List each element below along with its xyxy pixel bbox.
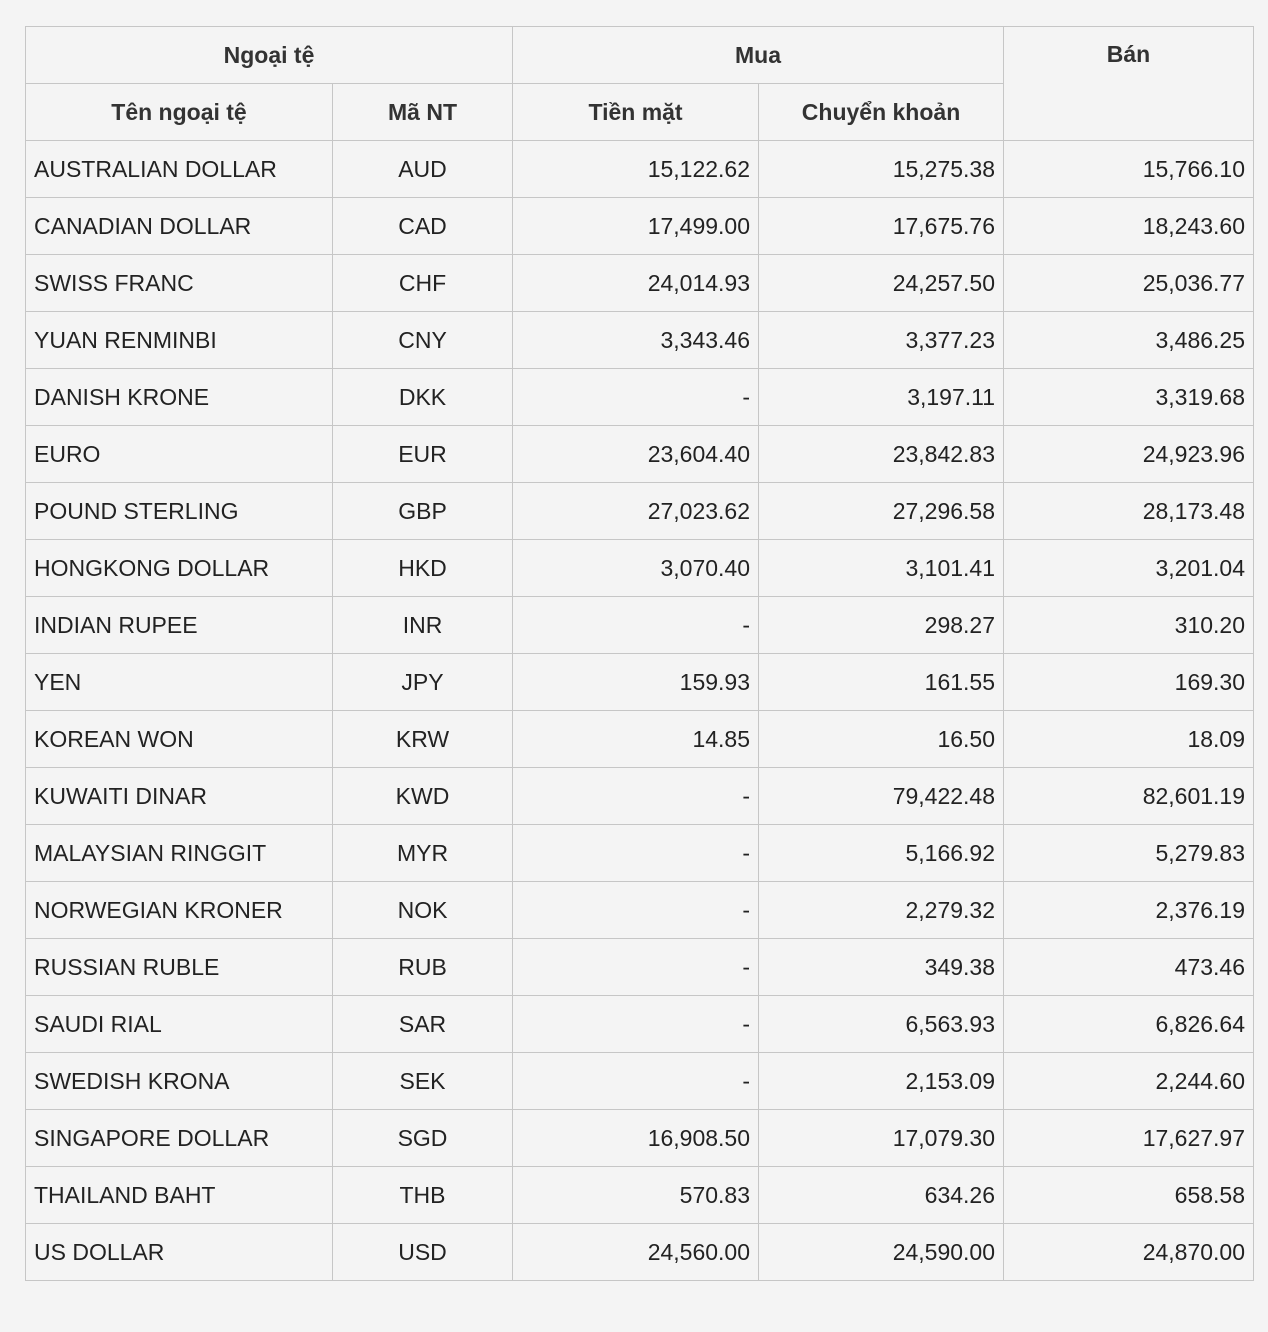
table-row — [26, 1053, 1254, 1110]
cash-buy-rate-cell: 24,014.93 — [513, 255, 759, 312]
table-row — [26, 255, 1254, 312]
currency-name-cell: SWEDISH KRONA — [26, 1053, 333, 1110]
currency-name-cell: YEN — [26, 654, 333, 711]
transfer-buy-rate-cell: 16.50 — [759, 711, 1004, 768]
sell-rate-cell: 18.09 — [1004, 711, 1254, 768]
currency-code-cell: KWD — [333, 768, 513, 825]
cash-buy-rate-cell: 23,604.40 — [513, 426, 759, 483]
table-row — [26, 939, 1254, 996]
table-row — [26, 597, 1254, 654]
cash-buy-rate-cell: - — [513, 597, 759, 654]
table-row — [26, 882, 1254, 939]
currency-name-cell: THAILAND BAHT — [26, 1167, 333, 1224]
cash-buy-rate-cell: 16,908.50 — [513, 1110, 759, 1167]
cash-buy-rate-cell: 24,560.00 — [513, 1224, 759, 1281]
cash-buy-rate-cell: - — [513, 369, 759, 426]
cash-buy-rate-cell: - — [513, 996, 759, 1053]
header-row-group — [26, 27, 1254, 84]
currency-name-cell: INDIAN RUPEE — [26, 597, 333, 654]
currency-code-cell: THB — [333, 1167, 513, 1224]
transfer-buy-rate-cell: 5,166.92 — [759, 825, 1004, 882]
cash-buy-rate-cell: 15,122.62 — [513, 141, 759, 198]
transfer-buy-rate-cell: 24,590.00 — [759, 1224, 1004, 1281]
exchange-rate-table-container — [25, 26, 1253, 1281]
currency-name-cell: DANISH KRONE — [26, 369, 333, 426]
table-row — [26, 1224, 1254, 1281]
currency-name-cell: CANADIAN DOLLAR — [26, 198, 333, 255]
transfer-buy-rate-cell: 349.38 — [759, 939, 1004, 996]
currency-name-cell: KUWAITI DINAR — [26, 768, 333, 825]
currency-code-cell: JPY — [333, 654, 513, 711]
cash-buy-rate-cell: - — [513, 825, 759, 882]
currency-code-cell: SAR — [333, 996, 513, 1053]
transfer-buy-rate-cell: 298.27 — [759, 597, 1004, 654]
sell-rate-cell: 6,826.64 — [1004, 996, 1254, 1053]
currency-name-cell: SWISS FRANC — [26, 255, 333, 312]
cash-buy-rate-cell: - — [513, 768, 759, 825]
cash-buy-rate-cell: - — [513, 882, 759, 939]
sell-rate-cell: 169.30 — [1004, 654, 1254, 711]
currency-code-cell: HKD — [333, 540, 513, 597]
sell-rate-cell: 18,243.60 — [1004, 198, 1254, 255]
transfer-buy-rate-cell: 6,563.93 — [759, 996, 1004, 1053]
currency-code-cell: SGD — [333, 1110, 513, 1167]
currency-name-cell: AUSTRALIAN DOLLAR — [26, 141, 333, 198]
table-row — [26, 426, 1254, 483]
sell-rate-cell: 658.58 — [1004, 1167, 1254, 1224]
transfer-buy-rate-cell: 23,842.83 — [759, 426, 1004, 483]
table-row — [26, 1167, 1254, 1224]
currency-name-cell: POUND STERLING — [26, 483, 333, 540]
currency-code-cell: INR — [333, 597, 513, 654]
transfer-buy-rate-cell: 2,279.32 — [759, 882, 1004, 939]
currency-name-cell: SINGAPORE DOLLAR — [26, 1110, 333, 1167]
table-row — [26, 1110, 1254, 1167]
currency-name-cell: NORWEGIAN KRONER — [26, 882, 333, 939]
cash-buy-rate-cell: 17,499.00 — [513, 198, 759, 255]
transfer-buy-rate-cell: 79,422.48 — [759, 768, 1004, 825]
currency-code-cell: SEK — [333, 1053, 513, 1110]
table-row — [26, 540, 1254, 597]
sell-rate-cell: 473.46 — [1004, 939, 1254, 996]
sell-rate-cell: 25,036.77 — [1004, 255, 1254, 312]
cash-buy-rate-cell: 27,023.62 — [513, 483, 759, 540]
table-row — [26, 996, 1254, 1053]
cash-buy-rate-cell: 3,070.40 — [513, 540, 759, 597]
transfer-buy-rate-cell: 3,101.41 — [759, 540, 1004, 597]
sell-rate-cell: 2,244.60 — [1004, 1053, 1254, 1110]
transfer-buy-rate-cell: 3,197.11 — [759, 369, 1004, 426]
currency-code-cell: CAD — [333, 198, 513, 255]
transfer-buy-rate-cell: 17,079.30 — [759, 1110, 1004, 1167]
sell-rate-cell: 3,201.04 — [1004, 540, 1254, 597]
header-currency-name: Tên ngoại tệ — [26, 84, 333, 141]
cash-buy-rate-cell: 14.85 — [513, 711, 759, 768]
currency-name-cell: KOREAN WON — [26, 711, 333, 768]
currency-code-cell: CNY — [333, 312, 513, 369]
transfer-buy-rate-cell: 2,153.09 — [759, 1053, 1004, 1110]
header-currency-group: Ngoại tệ — [26, 27, 513, 84]
currency-code-cell: DKK — [333, 369, 513, 426]
sell-rate-cell: 2,376.19 — [1004, 882, 1254, 939]
cash-buy-rate-cell: - — [513, 1053, 759, 1110]
transfer-buy-rate-cell: 24,257.50 — [759, 255, 1004, 312]
table-row — [26, 198, 1254, 255]
currency-name-cell: YUAN RENMINBI — [26, 312, 333, 369]
currency-name-cell: SAUDI RIAL — [26, 996, 333, 1053]
currency-code-cell: EUR — [333, 426, 513, 483]
transfer-buy-rate-cell: 17,675.76 — [759, 198, 1004, 255]
sell-rate-cell: 24,923.96 — [1004, 426, 1254, 483]
currency-name-cell: EURO — [26, 426, 333, 483]
table-row — [26, 312, 1254, 369]
currency-code-cell: GBP — [333, 483, 513, 540]
currency-code-cell: AUD — [333, 141, 513, 198]
transfer-buy-rate-cell: 27,296.58 — [759, 483, 1004, 540]
cash-buy-rate-cell: 570.83 — [513, 1167, 759, 1224]
cash-buy-rate-cell: 159.93 — [513, 654, 759, 711]
header-buy-group: Mua — [513, 27, 1004, 84]
table-body — [26, 141, 1254, 1281]
cash-buy-rate-cell: 3,343.46 — [513, 312, 759, 369]
header-sell: Bán — [1004, 27, 1254, 141]
table-row — [26, 483, 1254, 540]
table-row — [26, 141, 1254, 198]
header-cash: Tiền mặt — [513, 84, 759, 141]
transfer-buy-rate-cell: 634.26 — [759, 1167, 1004, 1224]
currency-code-cell: RUB — [333, 939, 513, 996]
currency-code-cell: USD — [333, 1224, 513, 1281]
sell-rate-cell: 5,279.83 — [1004, 825, 1254, 882]
cash-buy-rate-cell: - — [513, 939, 759, 996]
header-transfer: Chuyển khoản — [759, 84, 1004, 141]
currency-code-cell: NOK — [333, 882, 513, 939]
sell-rate-cell: 3,319.68 — [1004, 369, 1254, 426]
currency-name-cell: HONGKONG DOLLAR — [26, 540, 333, 597]
currency-name-cell: RUSSIAN RUBLE — [26, 939, 333, 996]
table-row — [26, 654, 1254, 711]
currency-name-cell: US DOLLAR — [26, 1224, 333, 1281]
currency-name-cell: MALAYSIAN RINGGIT — [26, 825, 333, 882]
transfer-buy-rate-cell: 3,377.23 — [759, 312, 1004, 369]
header-currency-code: Mã NT — [333, 84, 513, 141]
currency-code-cell: KRW — [333, 711, 513, 768]
exchange-rate-table — [25, 26, 1254, 1281]
transfer-buy-rate-cell: 161.55 — [759, 654, 1004, 711]
currency-code-cell: MYR — [333, 825, 513, 882]
table-row — [26, 369, 1254, 426]
sell-rate-cell: 310.20 — [1004, 597, 1254, 654]
currency-code-cell: CHF — [333, 255, 513, 312]
table-row — [26, 768, 1254, 825]
sell-rate-cell: 24,870.00 — [1004, 1224, 1254, 1281]
sell-rate-cell: 17,627.97 — [1004, 1110, 1254, 1167]
sell-rate-cell: 28,173.48 — [1004, 483, 1254, 540]
sell-rate-cell: 3,486.25 — [1004, 312, 1254, 369]
table-row — [26, 825, 1254, 882]
table-row — [26, 711, 1254, 768]
transfer-buy-rate-cell: 15,275.38 — [759, 141, 1004, 198]
table-header — [26, 27, 1254, 141]
sell-rate-cell: 15,766.10 — [1004, 141, 1254, 198]
sell-rate-cell: 82,601.19 — [1004, 768, 1254, 825]
